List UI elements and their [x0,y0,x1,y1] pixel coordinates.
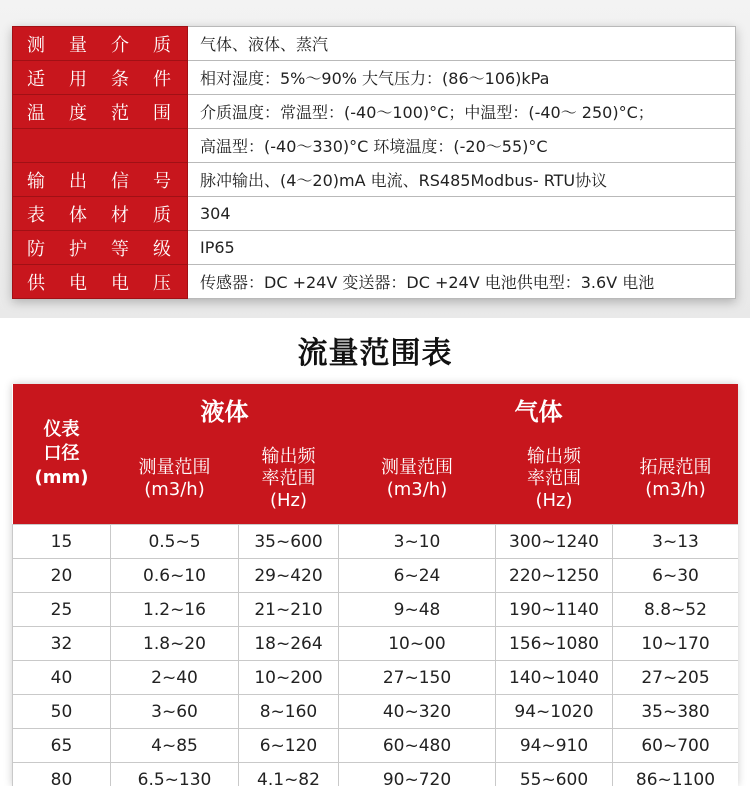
gas-range-header [339,434,496,525]
gas-range-cell: 27~150 [339,661,496,695]
diameter-cell: 25 [13,593,111,627]
spec-value: 气体、液体、蒸汽 [188,27,736,61]
spec-label-char: 出 [69,170,87,192]
spec-label [13,265,188,299]
spec-label-char: 介 [111,34,129,56]
gas-frequency-cell: 140~1040 [496,661,613,695]
diameter-cell: 80 [13,763,111,786]
spec-value: 传感器：DC +24V 变送器：DC +24V 电池供电型：3.6V 电池 [188,265,736,299]
diameter-header [13,384,111,525]
spec-value: 介质温度：常温型：(-40～100)°C；中温型：(-40～ 250)°C； [188,95,736,129]
gas-frequency-cell: 300~1240 [496,525,613,559]
liquid-range-cell: 1.2~16 [111,593,239,627]
spec-label-char: 材 [111,204,129,226]
spec-label-char: 测 [27,34,45,56]
liquid-frequency-cell: 4.1~82 [239,763,339,786]
header-line: (mm) [34,467,89,488]
header-line: 口径 [43,443,80,464]
spec-label-char: 范 [111,102,129,124]
table-row [13,763,739,786]
spec-label-char: 电 [69,272,87,294]
liquid-frequency-cell: 8~160 [239,695,339,729]
flow-range-table-container [12,384,738,786]
spec-label-char: 围 [153,102,171,124]
spec-label-char: 等 [111,238,129,260]
spec-value: 脉冲输出、(4～20)mA 电流、RS485Modbus- RTU协议 [188,163,736,197]
flow-table-body [13,525,739,786]
spec-label-char: 表 [27,204,45,226]
spec-label-char: 件 [153,68,171,90]
gas-extended-range-cell: 86~1100 [613,763,739,786]
liquid-range-cell: 6.5~130 [111,763,239,786]
spec-label-char: 供 [27,272,45,294]
spec-label-chars [13,99,187,125]
header-line: (m3/h) [386,479,448,500]
spec-label-char: 适 [27,68,45,90]
gas-frequency-cell: 94~1020 [496,695,613,729]
liquid-frequency-header [239,434,339,525]
liquid-header: 液体 [111,384,339,434]
spec-label-chars [13,31,187,57]
spec-value: 相对湿度：5%～90% 大气压力：(86～106)kPa [188,61,736,95]
gas-extended-range-cell: 8.8~52 [613,593,739,627]
spec-label-char: 量 [69,34,87,56]
spec-label-char: 质 [153,34,171,56]
spec-value: IP65 [188,231,736,265]
spec-label [13,163,188,197]
gas-frequency-cell: 190~1140 [496,593,613,627]
spec-label-chars [13,65,187,91]
gas-range-cell: 10~00 [339,627,496,661]
table-row [13,627,739,661]
spec-label-chars [13,235,187,261]
gas-range-cell: 3~10 [339,525,496,559]
spec-label-chars [13,269,187,295]
gas-header: 气体 [339,384,739,434]
liquid-frequency-cell: 21~210 [239,593,339,627]
spec-label-char: 防 [27,238,45,260]
spec-label-char: 护 [69,238,87,260]
liquid-frequency-cell: 10~200 [239,661,339,695]
gas-frequency-cell: 156~1080 [496,627,613,661]
spec-label [13,95,188,129]
flow-header-group-row [13,384,739,434]
flow-range-title: 流量范围表 [297,336,453,371]
spec-label [13,197,188,231]
liquid-range-cell: 1.8~20 [111,627,239,661]
gas-extended-range-cell: 35~380 [613,695,739,729]
liquid-frequency-cell: 6~120 [239,729,339,763]
spec-row-temperature-cont [13,129,736,163]
spec-label [13,231,188,265]
spec-label-char: 条 [111,68,129,90]
liquid-range-cell: 2~40 [111,661,239,695]
spec-row-power [13,265,736,299]
liquid-range-header [111,434,239,525]
table-row [13,729,739,763]
liquid-frequency-cell: 18~264 [239,627,339,661]
gas-extended-range-cell: 6~30 [613,559,739,593]
gas-range-cell: 6~24 [339,559,496,593]
liquid-range-cell: 0.5~5 [111,525,239,559]
spec-label-char: 电 [111,272,129,294]
gas-extended-range-header [613,434,739,525]
spec-row-material [13,197,736,231]
spec-label-chars [13,201,187,227]
header-line: 输出频 [261,446,316,467]
spec-table [12,26,736,299]
table-row [13,593,739,627]
liquid-range-cell: 4~85 [111,729,239,763]
spec-row-output [13,163,736,197]
liquid-range-cell: 3~60 [111,695,239,729]
diameter-cell: 50 [13,695,111,729]
spec-label [13,61,188,95]
spec-value: 304 [188,197,736,231]
spec-label-char: 质 [153,204,171,226]
spec-label-char: 度 [69,102,87,124]
table-row [13,695,739,729]
gas-range-cell: 40~320 [339,695,496,729]
flow-range-table [12,384,738,786]
spec-label [13,27,188,61]
gas-range-cell: 60~480 [339,729,496,763]
table-row [13,525,739,559]
flow-header-sub-row [13,434,739,525]
gas-extended-range-cell: 27~205 [613,661,739,695]
spec-label-chars [13,167,187,193]
spec-row-medium [13,27,736,61]
header-line: 率范围 [261,468,316,489]
header-line: 率范围 [527,468,581,489]
diameter-cell: 40 [13,661,111,695]
spec-label-char: 温 [27,102,45,124]
header-line: 拓展范围 [639,457,712,478]
gas-frequency-header [496,434,613,525]
gas-range-cell: 90~720 [339,763,496,786]
spec-value: 高温型：(-40～330)°C 环境温度：(-20～55)°C [188,129,736,163]
spec-label-char: 号 [153,170,171,192]
liquid-range-cell: 0.6~10 [111,559,239,593]
header-line: (Hz) [269,490,308,511]
diameter-cell: 65 [13,729,111,763]
liquid-frequency-cell: 29~420 [239,559,339,593]
table-row [13,661,739,695]
diameter-cell: 15 [13,525,111,559]
header-line: 测量范围 [381,457,453,478]
spec-label-char: 级 [153,238,171,260]
header-line: (Hz) [535,490,573,511]
header-line: 输出频 [527,446,581,467]
header-line: (m3/h) [645,479,706,500]
header-line: 测量范围 [138,457,211,478]
header-line: (m3/h) [144,479,205,500]
spec-row-conditions [13,61,736,95]
gas-extended-range-cell: 3~13 [613,525,739,559]
table-row [13,559,739,593]
liquid-frequency-cell: 35~600 [239,525,339,559]
spec-label-char: 体 [69,204,87,226]
gas-extended-range-cell: 60~700 [613,729,739,763]
spec-label-char: 信 [111,170,129,192]
diameter-cell: 32 [13,627,111,661]
spec-row-protection [13,231,736,265]
gas-frequency-cell: 220~1250 [496,559,613,593]
gas-frequency-cell: 55~600 [496,763,613,786]
spec-label-char: 输 [27,170,45,192]
header-line: 仪表 [43,419,80,440]
spec-row-temperature [13,95,736,129]
gas-range-cell: 9~48 [339,593,496,627]
spec-label-char: 压 [153,272,171,294]
gas-extended-range-cell: 10~170 [613,627,739,661]
gas-frequency-cell: 94~910 [496,729,613,763]
spec-label-char: 用 [69,68,87,90]
diameter-cell: 20 [13,559,111,593]
spec-label-empty [13,129,188,163]
